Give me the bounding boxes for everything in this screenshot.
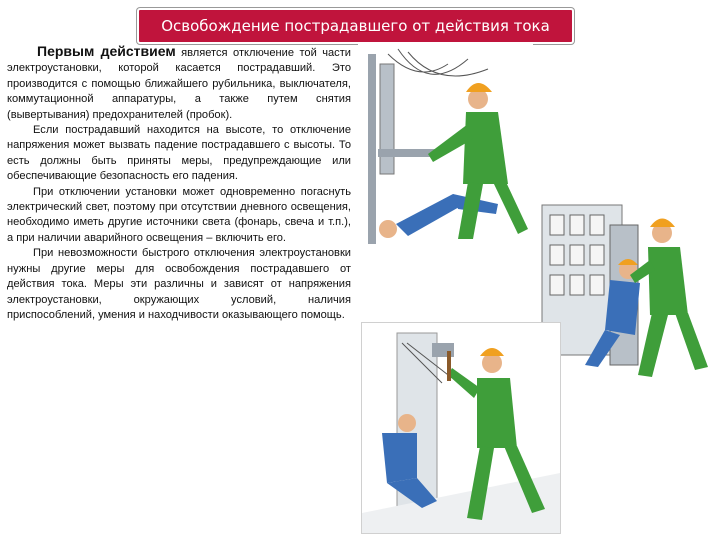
illustration-pull-from-cabinet [540, 195, 712, 390]
paragraph-2: Если пострадавший находится на высоте, то отключение напряжения может вызвать падение пострадавшего с высоты. То есть должны быть приняты меры, предупреждающие или обеспечивающие безопасность его падения. [7, 124, 351, 183]
paragraph-lead: Первым действием [37, 43, 176, 59]
illustration-pull-from-pole [358, 44, 533, 249]
body-text [7, 44, 351, 323]
slide-title: Освобождение пострадавшего от действия тока [161, 17, 550, 35]
paragraph-4: При невозможности быстрого отключения электроустановки нужны другие меры для освобождения пострадавшего от действия тока. Меры эти различны и зависят от напряжения электроустановки, окружающих условий, наличия приспособлений, умения и находчивости оказывающего помощь. [7, 247, 351, 321]
paragraph-1 [7, 44, 351, 123]
paragraph-3: При отключении установки может одновременно погаснуть электрический свет, поэтому при отсутствии дневного освещения, необходимо иметь другие источники света (фонарь, свеча и т.п.), а при наличии аварийного освещения – включить его. [7, 185, 351, 244]
illustration-cut-wire-with-axe [361, 322, 561, 534]
slide-title-bar [137, 8, 574, 44]
paragraph-text: является отключение той части электроустановки, которой касается пострадавший. Это производится с помощью ближайшего рубильника, выключателя, коммутационной аппаратуры, а также путем снятия (вывертывания) предохранителей (пробок). [7, 47, 351, 121]
